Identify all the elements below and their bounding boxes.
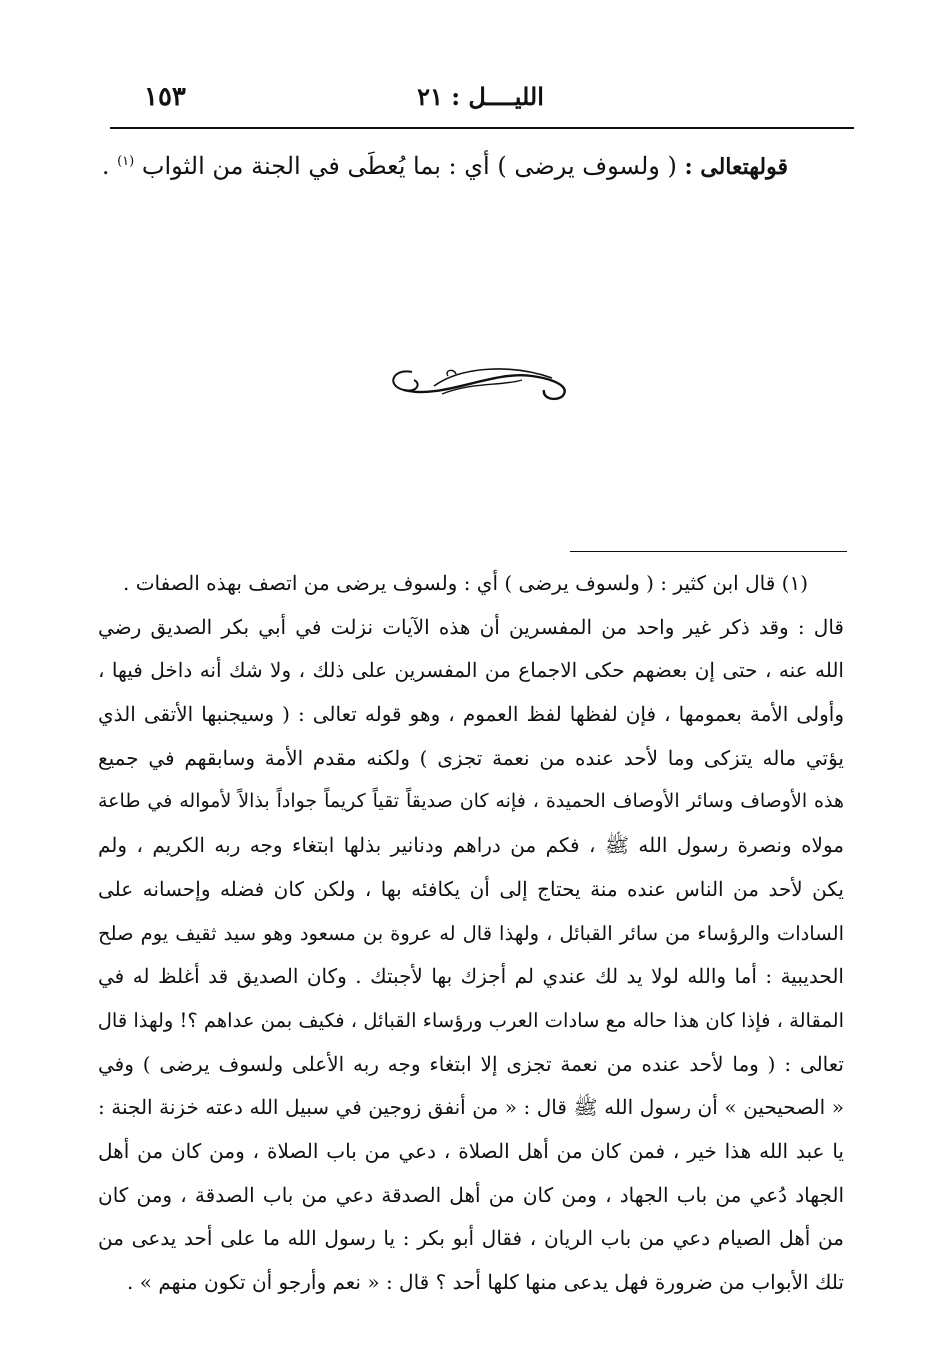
footnote-line: الجهاد دُعي من باب الجهاد ، ومن كان من أهل الصدقة دعي من باب الصدقة ، ومن كان xyxy=(98,1182,844,1207)
footnote-marker: (١) xyxy=(117,154,135,169)
footnote-line: يؤتي ماله يتزكى وما لأحد عنده من نعمة تجزى ) ولكنه مقدم الأمة وسابقهم في جميع xyxy=(98,745,844,770)
footnote-block xyxy=(98,562,844,1305)
footnote-line: مولاه ونصرة رسول الله ﷺ ، فكم من دراهم ودنانير بذلها ابتغاء وجه ربه الكريم ، ولم xyxy=(98,833,844,858)
footnote-line: قال : وقد ذكر غير واحد من المفسرين أن هذه الآيات نزلت في أبي بكر الصديق رضي xyxy=(98,614,844,639)
footnote-line: يكن لأحد من الناس عنده منة يحتاج إلى أن يكافئه بها ، ولكن كان فضله وإحسانه على xyxy=(98,876,844,901)
page-number: ١٥٣ xyxy=(144,82,186,112)
footnote-line: هذه الأوصاف وسائر الأوصاف الحميدة ، فإنه كان صديقاً تقياً كريماً جواداً بذالاً لأمواله في طاعة xyxy=(98,790,844,813)
commentary-line xyxy=(100,138,788,191)
footnote-line: السادات والرؤساء من سائر القبائل ، ولهذا قال له عروة بن مسعود وهو سيد ثقيف يوم صلح xyxy=(98,921,844,945)
page-header xyxy=(108,82,853,122)
header-rule xyxy=(110,127,854,129)
footnote-line: المقالة ، فإذا كان هذا حاله مع سادات العرب ورؤساء القبائل ، فكيف بمن عداهم ؟! ولهذا قال xyxy=(98,1008,844,1032)
footnote-line: الله عنه ، حتى إن بعضهم حكى الاجماع من المفسرين على ذلك ، ولا شك أنه داخل فيها ، xyxy=(98,658,844,683)
footnote-line: الحديبية : أما والله لولا يد لك عندي لم أجزك بها لأجبتك . وكان الصديق قد أغلظ له في xyxy=(98,964,844,989)
commentary-lead: قولهتعالى : xyxy=(684,154,788,180)
footnote-line: تعالى : ( وما لأحد عنده من نعمة تجزى إلا ابتغاء وجه ربه الأعلى ولسوف يرضى ) وفي xyxy=(98,1051,844,1076)
footnote-line: من أهل الصيام دعي من باب الريان ، فقال أبو بكر : يا رسول الله ما على أحد يدعى من xyxy=(98,1226,844,1251)
end-mark: . xyxy=(101,152,110,180)
footnote-line: تلك الأبواب من ضرورة فهل يدعى منها كلها أحد ؟ قال : « نعم وأرجو أن تكون منهم » . xyxy=(127,1270,844,1294)
footnote-line: (١) قال ابن كثير : ( ولسوف يرضى ) أي : ولسوف يرضى من اتصف بهذه الصفات . xyxy=(123,571,808,595)
running-title: الليــــل : ٢١ xyxy=(417,82,544,111)
verse-explanation: ( ولسوف يرضى ) أي : بما يُعطَى في الجنة من الثواب xyxy=(141,152,677,180)
footnote-line: وأولى الأمة بعمومها ، فإن لفظها لفظ العموم ، وهو قوله تعالى : ( وسيجنبها الأتقى الذي xyxy=(98,702,844,727)
footnote-rule xyxy=(570,551,847,552)
decorative-flourish-icon xyxy=(382,356,577,408)
footnote-line: « الصحيحين » أن رسول الله ﷺ قال : « من أنفق زوجين في سبيل الله دعته خزنة الجنة : xyxy=(98,1095,844,1120)
footnote-line: يا عبد الله هذا خير ، فمن كان من أهل الصلاة ، دعي من باب الصلاة ، ومن كان من أهل xyxy=(98,1138,844,1163)
